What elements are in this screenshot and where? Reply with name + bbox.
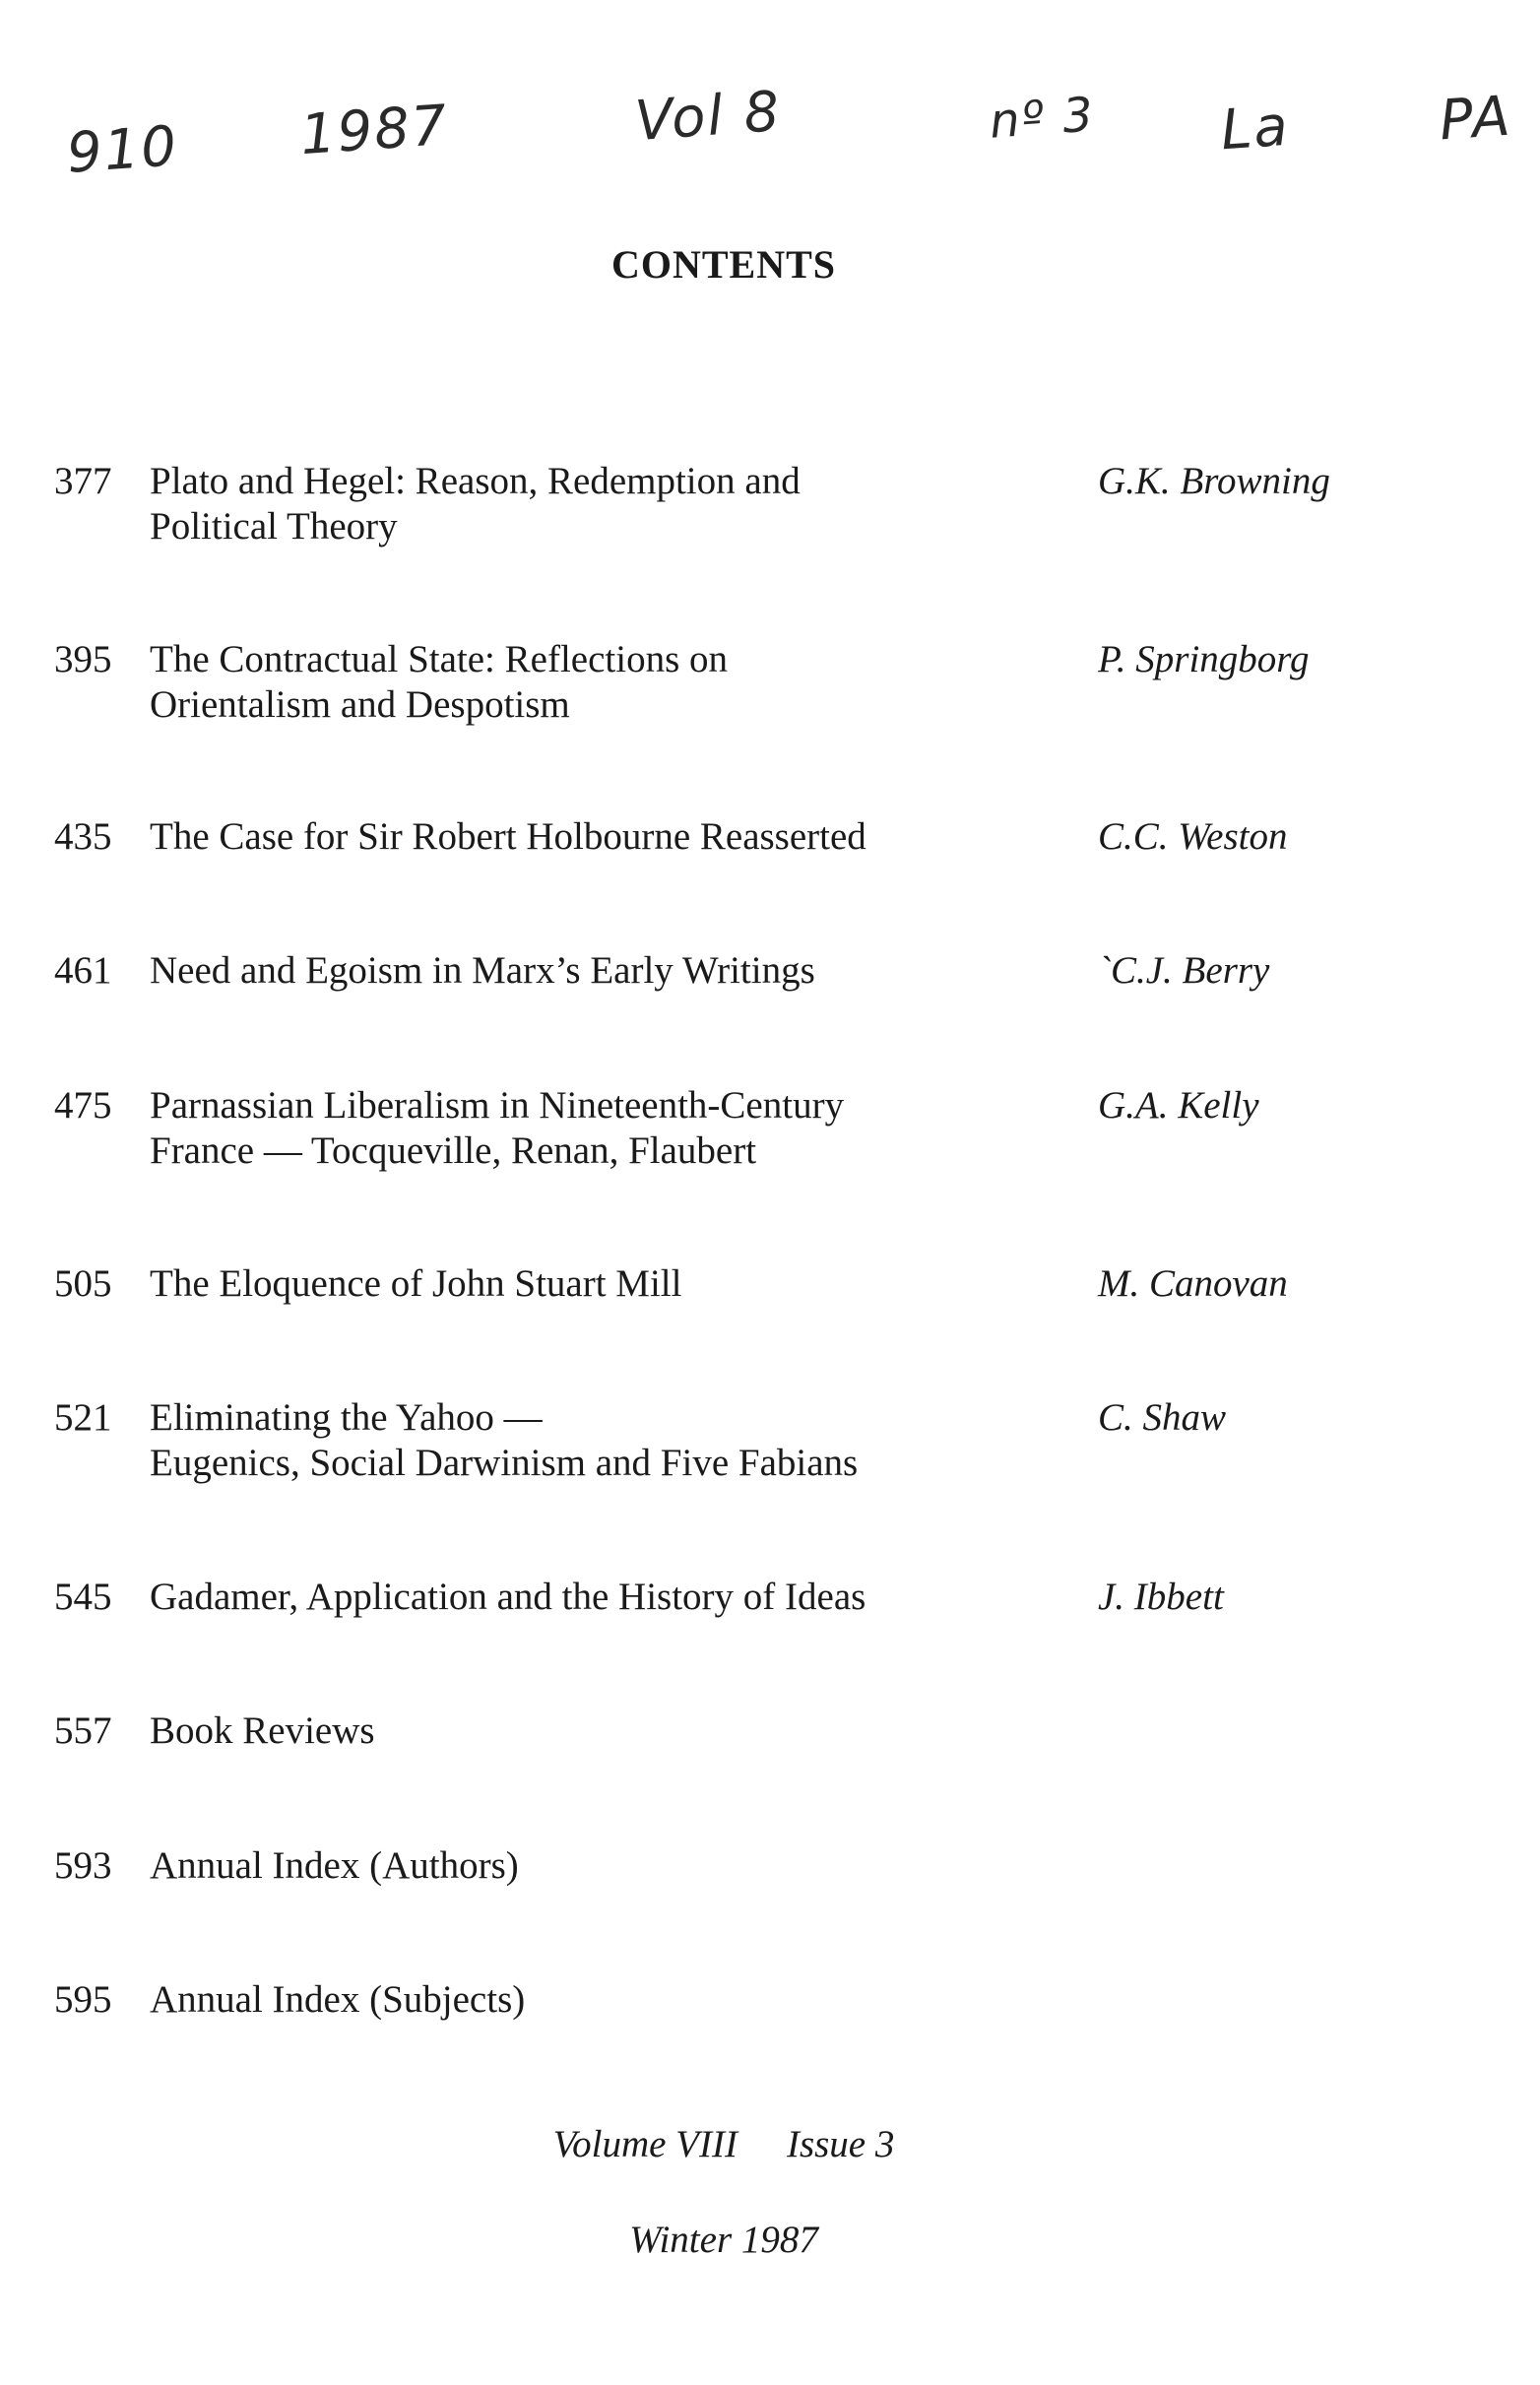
page-number: 557 [54, 1709, 112, 1752]
volume-label: Volume VIII [552, 2123, 738, 2165]
article-title [150, 1708, 1036, 1754]
article-title [150, 1575, 1036, 1620]
article-title [150, 1083, 1036, 1174]
issue-label: Issue 3 [786, 2123, 895, 2165]
title-line: Parnassian Liberalism in Nineteenth-Century [150, 1084, 845, 1127]
title-line: Book Reviews [150, 1709, 375, 1752]
article-title [150, 459, 1036, 549]
article-author: J. Ibbett [1098, 1576, 1224, 1618]
page-number: 545 [54, 1576, 112, 1618]
title-line: The Contractual State: Reflections on [150, 638, 728, 680]
article-title [150, 637, 1036, 728]
article-title [150, 1977, 1036, 2023]
handwritten-note-number: nº 3 [988, 87, 1097, 150]
article-author: C.C. Weston [1098, 815, 1288, 858]
title-line: Orientalism and Despotism [150, 683, 570, 726]
season-label: Winter 1987 [629, 2219, 818, 2261]
title-line: Eliminating the Yahoo — [150, 1396, 543, 1439]
page-number: 377 [54, 460, 112, 502]
article-title [150, 1395, 1036, 1486]
handwritten-note-initials: PA [1437, 84, 1514, 154]
article-title [150, 814, 1036, 860]
title-line: Eugenics, Social Darwinism and Five Fabians [150, 1442, 859, 1484]
page-number: 475 [54, 1084, 112, 1127]
title-line: The Case for Sir Robert Holbourne Reasserted [150, 815, 866, 858]
article-author: P. Springborg [1098, 638, 1310, 680]
article-title [150, 1843, 1036, 1889]
page-number: 505 [54, 1262, 112, 1305]
title-line: Annual Index (Subjects) [150, 1978, 526, 2021]
title-line: France — Tocqueville, Renan, Flaubert [150, 1129, 757, 1172]
title-line: Plato and Hegel: Reason, Redemption and [150, 460, 801, 502]
article-author: C. Shaw [1098, 1396, 1227, 1439]
article-title [150, 948, 1036, 994]
page-number: 595 [54, 1978, 112, 2021]
article-author: G.A. Kelly [1098, 1084, 1259, 1127]
page-number: 461 [54, 949, 112, 992]
title-line: Political Theory [150, 505, 398, 548]
page-number: 395 [54, 638, 112, 680]
article-title [150, 1261, 1036, 1307]
page-title: CONTENTS [610, 242, 837, 287]
title-line: Need and Egoism in Marx’s Early Writings [150, 949, 815, 992]
article-author: G.K. Browning [1098, 460, 1330, 502]
handwritten-note-volume: Vol 8 [632, 79, 784, 155]
handwritten-note-year: 1987 [297, 93, 451, 168]
article-author: `C.J. Berry [1098, 949, 1270, 992]
title-line: Annual Index (Authors) [150, 1844, 519, 1887]
handwritten-note-language: La [1218, 94, 1292, 163]
page-number: 435 [54, 815, 112, 858]
title-line: The Eloquence of John Stuart Mill [150, 1262, 682, 1305]
page-number: 593 [54, 1844, 112, 1887]
handwritten-note-code: 910 [64, 114, 181, 186]
article-author: M. Canovan [1098, 1262, 1288, 1305]
page-number: 521 [54, 1396, 112, 1439]
title-line: Gadamer, Application and the History of Ideas [150, 1576, 866, 1618]
volume-issue-line [0, 2122, 1447, 2166]
